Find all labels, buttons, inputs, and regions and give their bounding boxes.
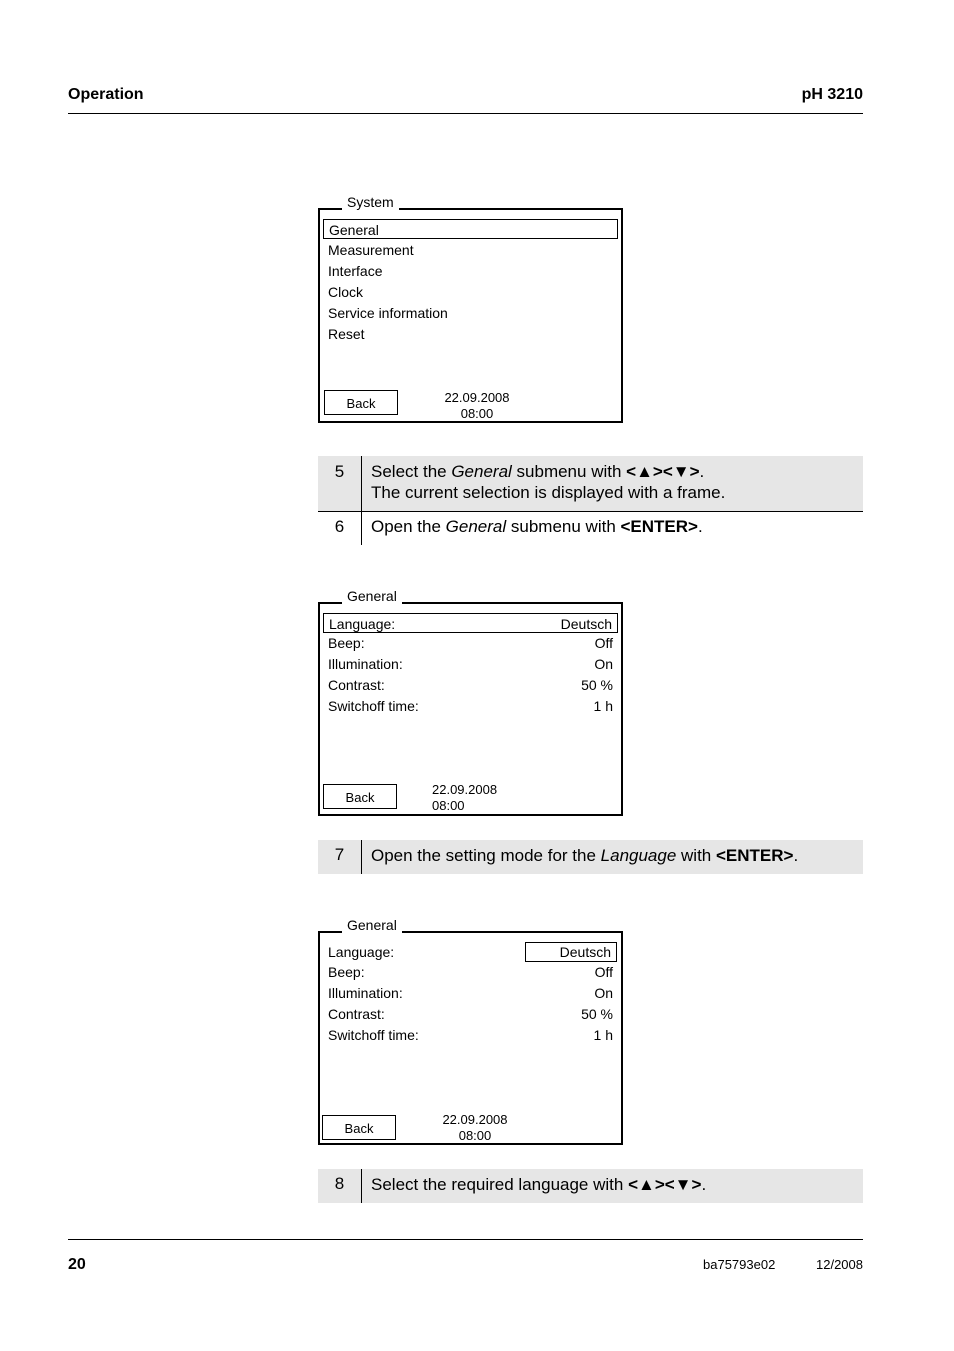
status-datetime: 22.09.2008 08:00: [432, 782, 498, 813]
step-number: 8: [334, 1174, 345, 1193]
setting-row-switchoff-time[interactable]: Switchoff time: 1 h: [328, 1027, 613, 1043]
screen-title: General: [342, 917, 402, 933]
step-text: Open the General submenu with <ENTER>.: [371, 517, 703, 536]
language-value-field[interactable]: Deutsch: [525, 942, 617, 962]
step-text: Open the setting mode for the Language with <ENTER>.: [371, 846, 799, 865]
screen-title: System: [342, 194, 399, 210]
setting-row-contrast[interactable]: Contrast: 50 %: [328, 677, 613, 693]
setting-row-beep[interactable]: Beep: Off: [328, 635, 613, 651]
menu-item-interface[interactable]: Interface: [328, 263, 383, 279]
menu-item-measurement[interactable]: Measurement: [328, 242, 414, 258]
setting-row-illumination[interactable]: Illumination: On: [328, 985, 613, 1001]
general-menu-screen: [318, 588, 623, 816]
setting-row-contrast[interactable]: Contrast: 50 %: [328, 1006, 613, 1022]
menu-item-clock[interactable]: Clock: [328, 284, 364, 300]
step-divider: [361, 512, 362, 545]
setting-row-language[interactable]: Language: Deutsch: [323, 613, 618, 633]
frame-top-line: [405, 208, 623, 210]
step-divider: [361, 840, 362, 874]
setting-row-illumination[interactable]: Illumination: On: [328, 656, 613, 672]
document-date: 12/2008: [816, 1257, 863, 1272]
step-7: [318, 840, 863, 874]
step-divider: [361, 1169, 362, 1203]
step-divider: [361, 456, 362, 511]
screen-title: General: [342, 588, 402, 604]
frame-top-line: [408, 602, 623, 604]
step-text: Select the required language with <▲><▼>.: [371, 1175, 707, 1194]
step-number: 6: [334, 517, 345, 536]
frame-top-line: [408, 931, 623, 933]
menu-item-service-information[interactable]: Service information: [328, 305, 448, 321]
step-8: [318, 1169, 863, 1203]
document-id: ba75793e02: [703, 1257, 776, 1272]
step-5: [318, 456, 863, 511]
footer-rule: [68, 1239, 863, 1240]
menu-item-reset[interactable]: Reset: [328, 326, 365, 342]
back-button[interactable]: Back: [322, 1115, 396, 1140]
status-datetime: 22.09.2008 08:00: [442, 1112, 508, 1143]
step-number: 7: [334, 845, 345, 864]
general-edit-screen: [318, 917, 623, 1145]
step-6: [318, 512, 863, 545]
status-datetime: 22.09.2008 08:00: [444, 390, 510, 421]
header-rule: [68, 113, 863, 114]
menu-item-general[interactable]: General: [323, 219, 618, 239]
setting-row-beep[interactable]: Beep: Off: [328, 964, 613, 980]
setting-row-language[interactable]: Language:: [328, 944, 395, 960]
back-button[interactable]: Back: [323, 784, 397, 809]
header-section-title: Operation: [68, 86, 144, 103]
step-number: 5: [334, 462, 345, 481]
setting-row-switchoff-time[interactable]: Switchoff time: 1 h: [328, 698, 613, 714]
system-menu-screen: [318, 194, 623, 423]
back-button[interactable]: Back: [324, 390, 398, 415]
step-text: Select the General submenu with <▲><▼>. The current selection is displayed with a frame.: [371, 462, 726, 502]
header-product-name: pH 3210: [801, 86, 863, 103]
page-number: 20: [68, 1256, 86, 1273]
